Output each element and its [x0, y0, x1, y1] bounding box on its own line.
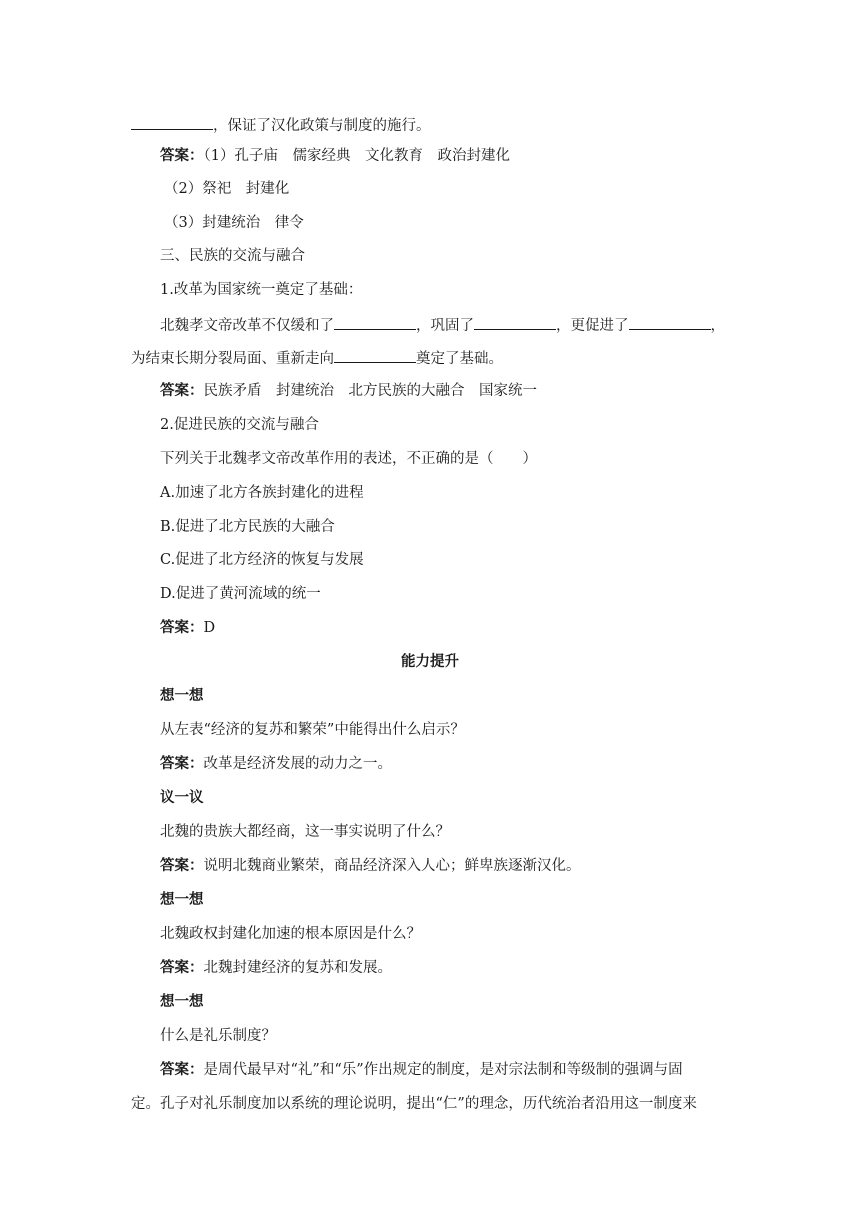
subheading: 想一想 — [160, 993, 204, 1010]
option-d: D.促进了黄河流域的统一 — [160, 586, 321, 602]
answer-line: 答案：是周代最早对“礼”和“乐”作出规定的制度，是对宗法制和等级制的强调与固 — [160, 1061, 683, 1078]
answer-label: 答案： — [160, 619, 204, 636]
option-a: A.加速了北方各族封建化的进程 — [160, 485, 364, 501]
answer-label: 答案： — [160, 857, 204, 874]
option-c: C.促进了北方经济的恢复与发展 — [160, 552, 364, 568]
answer-line: 答案：民族矛盾 封建统治 北方民族的大融合 国家统一 — [160, 382, 537, 399]
answer-line: （3）封建统治 律令 — [164, 215, 304, 231]
answer-line: 答案：说明北魏商业繁荣，商品经济深入人心；鲜卑族逐渐汉化。 — [160, 857, 581, 874]
subheading: 想一想 — [160, 891, 204, 908]
answer-label: 答案： — [160, 147, 204, 164]
answer-label: 答案： — [160, 959, 204, 976]
subheading: 议一议 — [160, 789, 204, 806]
text-line: 北魏孝文帝改革不仅缓和了 ，巩固了 ，更促进了 ， — [160, 314, 725, 336]
answer-line: 答案：（1）孔子庙 儒家经典 文化教育 政治封建化 — [160, 147, 510, 164]
text-line: ，保证了汉化政策与制度的施行。 — [131, 114, 431, 136]
fill-blank — [629, 314, 711, 330]
question-title: 2.促进民族的交流与融合 — [160, 417, 319, 433]
answer-line: （2）祭祀 封建化 — [164, 181, 290, 197]
fill-blank — [474, 314, 556, 330]
answer-line: 答案：改革是经济发展的动力之一。 — [160, 755, 392, 772]
fill-blank — [334, 314, 416, 330]
text-line: 为结束长期分裂局面、重新走向 奠定了基础。 — [131, 347, 503, 369]
answer-label: 答案： — [160, 1061, 204, 1078]
question-line: 北魏的贵族大都经商，这一事实说明了什么？ — [160, 824, 450, 840]
question-line: 北魏政权封建化加速的根本原因是什么？ — [160, 926, 421, 942]
section-title-ability: 能力提升 — [401, 653, 459, 670]
question-stem: 下列关于北魏孝文帝改革作用的表述，不正确的是（ ） — [160, 451, 537, 467]
section-heading: 三、民族的交流与融合 — [160, 248, 305, 264]
question-title: 1.改革为国家统一奠定了基础： — [160, 282, 363, 298]
question-line: 什么是礼乐制度？ — [160, 1028, 276, 1044]
text-line: 定。孔子对礼乐制度加以系统的理论说明，提出“仁”的理念，历代统治者沿用这一制度来 — [131, 1096, 697, 1112]
fill-blank — [131, 114, 213, 130]
answer-line: 答案：北魏封建经济的复苏和发展。 — [160, 959, 392, 976]
subheading: 想一想 — [160, 687, 204, 704]
fill-blank — [334, 347, 416, 363]
option-b: B.促进了北方民族的大融合 — [160, 519, 335, 535]
answer-label: 答案： — [160, 755, 204, 772]
question-line: 从左表“经济的复苏和繁荣”中能得出什么启示？ — [160, 722, 465, 738]
answer-line: 答案：D — [160, 619, 216, 636]
answer-label: 答案： — [160, 382, 204, 399]
